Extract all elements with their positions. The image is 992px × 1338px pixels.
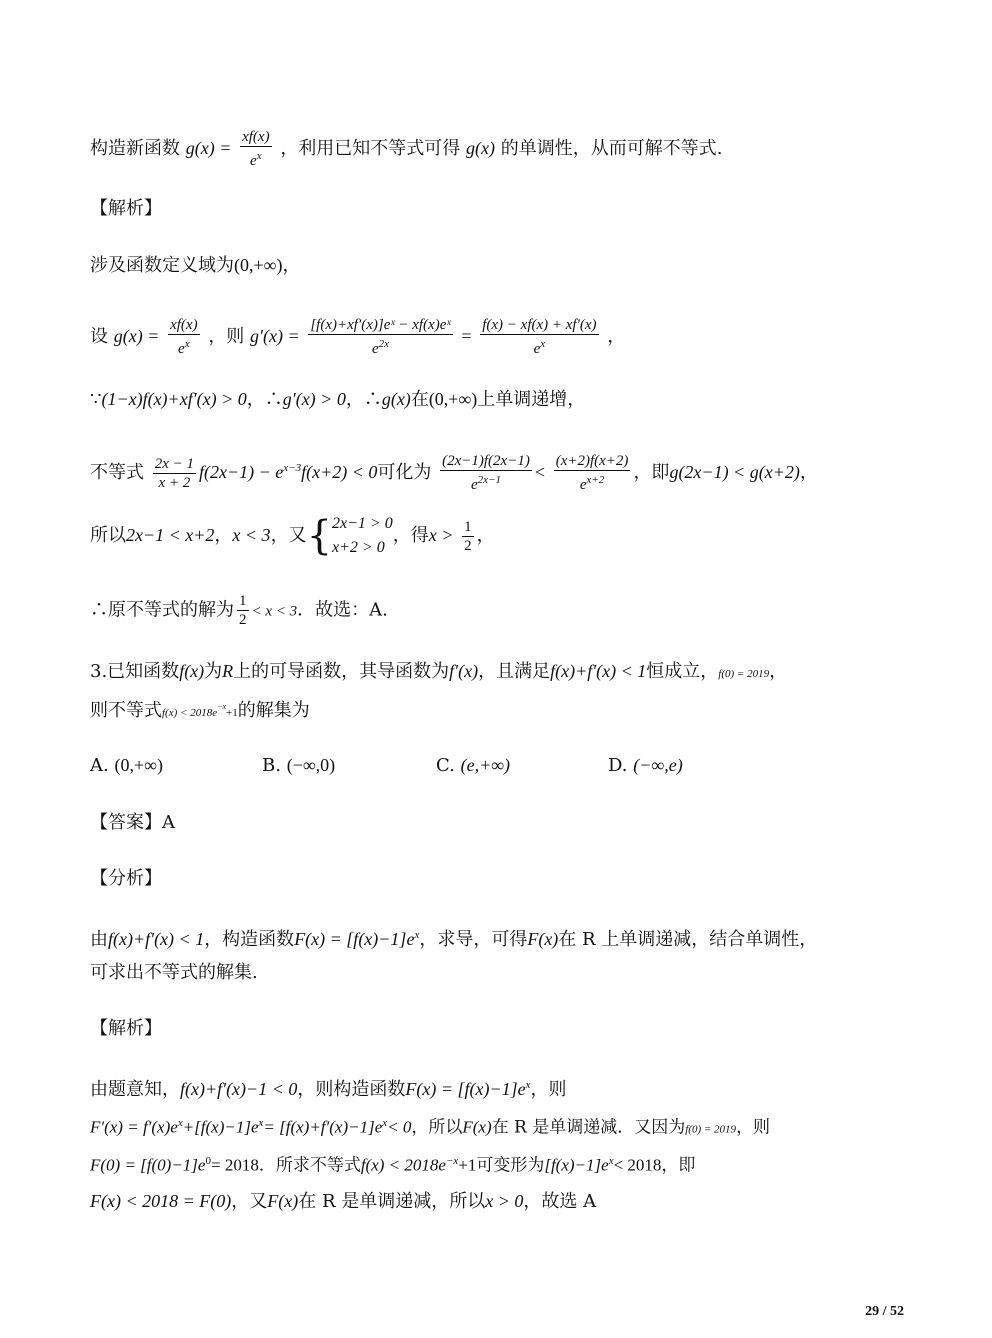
fraction xyxy=(480,316,598,358)
question-3-line-2 xyxy=(90,694,904,726)
text: 上的可导函数，其导函数为 xyxy=(233,661,450,682)
math: f(x)+f′(x)−1 < 0 xyxy=(180,1079,298,1099)
text: ，又 xyxy=(231,1191,268,1212)
math: F(x) = [f(x)−1]e xyxy=(294,929,415,949)
text: ，又 xyxy=(270,525,307,546)
math: < xyxy=(534,462,545,482)
option-value: (e,+∞) xyxy=(460,755,511,775)
math: g(x) xyxy=(381,389,411,409)
numerator: [f(x)+xf′(x)]eˣ − xf(x)eˣ xyxy=(310,317,451,333)
answer-line: 【答案】A xyxy=(90,812,175,833)
math: x > 0 xyxy=(485,1191,524,1211)
text: 所以 xyxy=(90,525,126,546)
math: = 2018 xyxy=(210,1155,259,1175)
equation-row: x+2 > 0 xyxy=(332,539,385,556)
math: g′(x) > 0 xyxy=(282,389,346,409)
math: < x < 3 xyxy=(251,603,298,620)
option-label: A. xyxy=(90,755,109,776)
numerator: xf(x) xyxy=(170,317,198,333)
math: g(2x−1) < g(x+2) xyxy=(669,462,800,482)
exponent: x−3 xyxy=(283,462,302,474)
base: e xyxy=(178,341,185,357)
fraction xyxy=(237,592,249,629)
math: f(x) xyxy=(179,661,205,681)
exponent: x xyxy=(177,1117,183,1129)
text: 上单调递增， xyxy=(477,389,586,410)
option-a xyxy=(90,752,163,779)
text-line-inequality xyxy=(90,452,904,494)
denominator xyxy=(480,335,598,358)
text: ，即 xyxy=(661,1155,696,1176)
text-line-domain xyxy=(90,252,904,279)
math: +[f(x)−1]e xyxy=(182,1117,259,1137)
base: e xyxy=(250,153,257,169)
base: e xyxy=(470,477,478,493)
denominator xyxy=(168,335,199,358)
text: 在 R 上单调递减，结合单调性， xyxy=(558,929,818,950)
text: ，所以 xyxy=(411,1117,463,1138)
denominator: x + 2 xyxy=(158,474,191,491)
math: f(x)+f′(x) < 1 xyxy=(550,661,647,681)
text: ，则构造函数 xyxy=(297,1079,406,1100)
math: g(x) = xyxy=(185,138,232,158)
text-line-construct xyxy=(90,128,904,170)
text: ∴原不等式的解为 xyxy=(90,599,234,621)
option-value: (0,+∞) xyxy=(114,755,163,775)
text: ∵ xyxy=(90,389,102,410)
text: ．故选：A. xyxy=(297,599,388,621)
math: F(x) < 2018 = F(0) xyxy=(90,1191,232,1211)
exponent: x+2 xyxy=(586,474,605,486)
math: (0,+∞) xyxy=(428,389,478,409)
equation-row: 2x−1 > 0 xyxy=(332,515,393,532)
exponent: x xyxy=(608,1155,614,1167)
fraction xyxy=(462,518,474,555)
option-c xyxy=(436,752,510,779)
text: 不等式 xyxy=(90,462,144,483)
text: 的解集为 xyxy=(237,700,310,721)
text: 的单调性，从而可解不等式. xyxy=(500,138,723,159)
numerator: (x+2)f(x+2) xyxy=(555,453,629,469)
text: 可变形为 xyxy=(476,1155,545,1176)
option-label: B. xyxy=(262,755,281,776)
math: [f(x)−1]e xyxy=(544,1155,609,1175)
math: < 0 xyxy=(387,1117,412,1137)
math: F′(x) = f′(x)e xyxy=(90,1117,178,1137)
denominator xyxy=(240,147,271,170)
math: R xyxy=(222,661,234,681)
fraction xyxy=(440,452,532,494)
text: ， xyxy=(214,525,233,546)
fraction xyxy=(554,452,631,494)
exponent: x xyxy=(414,929,420,941)
numerator: 1 xyxy=(464,518,472,535)
exponent: x xyxy=(256,150,262,162)
text: 为 xyxy=(204,661,223,682)
option-d xyxy=(608,752,683,779)
fraction xyxy=(240,128,271,170)
text: ，∴ xyxy=(246,389,283,410)
math: 2x−1 < x+2 xyxy=(126,525,215,545)
exponent: x xyxy=(382,1117,388,1129)
text: ， xyxy=(282,255,301,276)
fraction xyxy=(168,316,199,358)
text-line-monotonic xyxy=(90,386,904,413)
math: < 2018 xyxy=(613,1155,662,1175)
page-number: 29 / 52 xyxy=(865,1304,904,1319)
math: f(2x−1) − e xyxy=(199,462,284,482)
text: ，∴ xyxy=(345,389,382,410)
brace-icon: { xyxy=(306,513,333,559)
denominator xyxy=(554,471,631,494)
question-3-line-1 xyxy=(90,658,904,687)
text: 涉及函数定义域为 xyxy=(90,255,234,276)
analysis-line-1 xyxy=(90,922,904,953)
solution-line-1 xyxy=(90,1072,904,1103)
exponent: 2x xyxy=(378,338,389,350)
numerator: f(x) − xf(x) + xf′(x) xyxy=(482,317,597,333)
exponent: x xyxy=(540,338,546,350)
math: f(x+2) < 0 xyxy=(301,462,378,482)
math: f(0) = 2019 xyxy=(685,1123,737,1136)
option-b xyxy=(262,752,335,779)
denominator: 2 xyxy=(464,537,472,554)
numerator: 1 xyxy=(239,593,247,609)
option-value: (−∞,e) xyxy=(633,755,683,775)
section-heading-jiexi-2: 【解析】 xyxy=(90,1018,162,1039)
math: f(x) < 2018e xyxy=(162,707,218,719)
denominator: 2 xyxy=(239,612,247,628)
solution-line-3 xyxy=(90,1148,904,1179)
numerator: xf(x) xyxy=(242,129,270,145)
text: 3.已知函数 xyxy=(90,661,180,682)
text-line-solve xyxy=(90,512,904,560)
text: 在 R 是单调递减．又因为 xyxy=(491,1117,686,1138)
math: f(0) = 2019 xyxy=(718,668,770,680)
text-line-derivative xyxy=(90,316,904,358)
text: 在 xyxy=(410,389,429,410)
exponent: −x xyxy=(445,1155,459,1167)
equation-system xyxy=(332,512,393,560)
text: ， xyxy=(476,525,495,546)
base: e xyxy=(371,341,379,357)
denominator xyxy=(440,471,532,494)
math: F(x) xyxy=(462,1117,492,1137)
text: ，故选 A xyxy=(523,1191,597,1212)
text: ， xyxy=(769,661,788,682)
text: 恒成立， xyxy=(646,661,719,682)
option-label: C. xyxy=(436,755,455,776)
analysis-line-2: 可求出不等式的解集. xyxy=(90,962,258,983)
text: ，且满足 xyxy=(478,661,551,682)
solution-line-4 xyxy=(90,1188,904,1215)
text: ， xyxy=(799,462,818,483)
text: 可化为 xyxy=(377,462,432,483)
text: ，构造函数 xyxy=(204,929,295,950)
math: g(x) xyxy=(466,138,496,158)
text: 由 xyxy=(90,929,108,950)
exponent: 0 xyxy=(205,1155,211,1167)
math: f(x)+f′(x) < 1 xyxy=(108,929,205,949)
fraction xyxy=(308,316,452,358)
math: x < 3 xyxy=(232,525,271,545)
exponent: −x xyxy=(217,702,227,711)
math: f′(x) xyxy=(449,661,479,681)
exponent: 2x−1 xyxy=(477,474,501,486)
math: F(x) xyxy=(267,1191,299,1211)
text: ，则 xyxy=(208,326,245,347)
exponent: x xyxy=(525,1079,531,1091)
text-line-conclusion xyxy=(90,592,904,629)
math: = [f(x)+f′(x)−1]e xyxy=(263,1117,383,1137)
text: 在 R 是单调递减，所以 xyxy=(298,1191,486,1212)
option-value: (−∞,0) xyxy=(286,755,336,775)
math: g(x) = xyxy=(113,326,160,346)
math: +1 xyxy=(458,1155,477,1175)
math: F(x) = [f(x)−1]e xyxy=(405,1079,526,1099)
exponent: x xyxy=(258,1117,264,1129)
text: 构造新函数 xyxy=(90,138,180,159)
math: f(x) < 2018e xyxy=(360,1155,446,1175)
text: ，得 xyxy=(392,525,429,546)
math: g′(x) = xyxy=(250,326,300,346)
math: (1−x)f(x)+xf′(x) > 0 xyxy=(101,389,247,409)
math: F(0) = [f(0)−1]e xyxy=(90,1155,206,1175)
numerator: (2x−1)f(2x−1) xyxy=(442,453,530,469)
section-heading-fenxi: 【分析】 xyxy=(90,868,162,889)
text: ，则 xyxy=(530,1079,567,1100)
base: e xyxy=(533,341,541,357)
math: F(x) xyxy=(527,929,559,949)
option-label: D. xyxy=(608,755,628,776)
math: (0,+∞) xyxy=(234,255,283,275)
text: 则不等式 xyxy=(90,700,162,721)
math: x > xyxy=(428,525,454,545)
text: ，利用已知不等式可得 xyxy=(280,138,461,159)
fraction xyxy=(153,455,196,492)
solution-line-2 xyxy=(90,1110,904,1143)
answer-options xyxy=(90,752,904,778)
text: ，则 xyxy=(736,1117,771,1138)
text: 由题意知， xyxy=(90,1079,180,1100)
text: ，求导，可得 xyxy=(419,929,528,950)
numerator: 2x − 1 xyxy=(154,455,195,472)
base: e xyxy=(579,477,587,493)
exponent: x xyxy=(184,338,190,350)
denominator xyxy=(308,335,452,358)
text: ， xyxy=(607,326,626,347)
text: 设 xyxy=(90,326,108,347)
text: ，即 xyxy=(633,462,670,483)
text: ．所求不等式 xyxy=(258,1155,361,1176)
section-heading-jiexi: 【解析】 xyxy=(90,198,162,219)
math: = xyxy=(461,326,472,346)
math: +1 xyxy=(226,707,238,719)
